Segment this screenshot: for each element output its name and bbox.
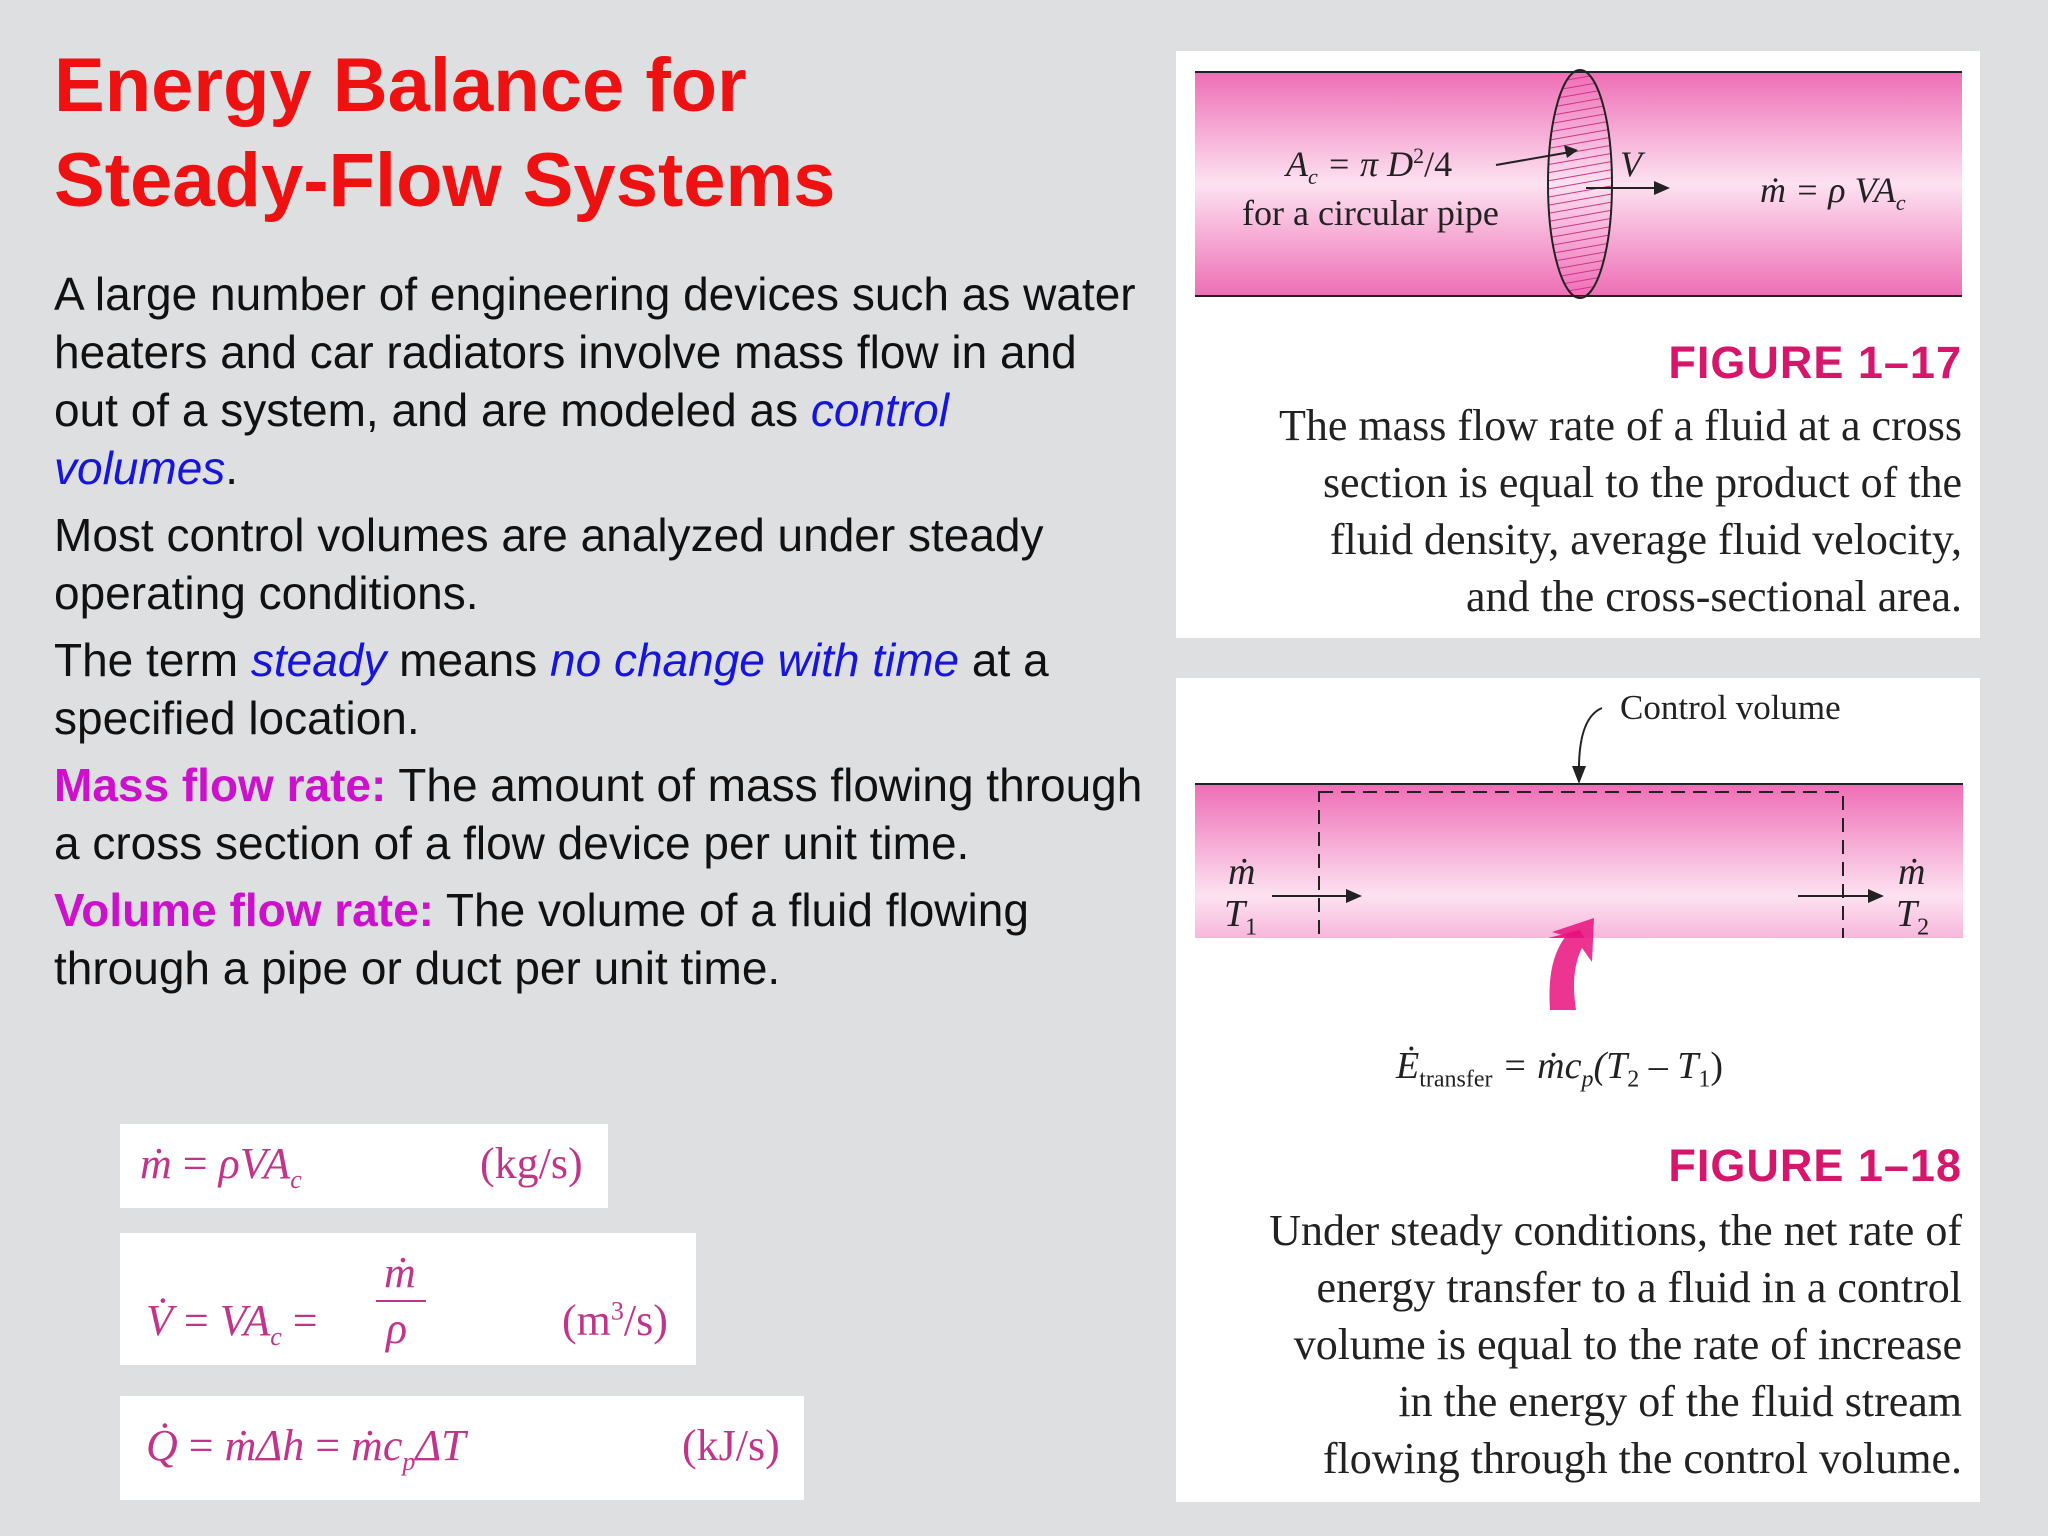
title-line-2: Steady-Flow Systems xyxy=(54,138,836,223)
term-control-volumes: control volumes xyxy=(54,384,949,494)
p3-a: The term xyxy=(54,634,251,686)
energy-transfer-formula xyxy=(1396,1044,1723,1094)
mass-flow-rate-label: Mass flow rate: xyxy=(54,759,387,811)
volume-flow-rate-text: The volume of a fluid flowing through a pipe or duct per unit time. xyxy=(54,884,1029,994)
paragraph-steady-definition xyxy=(54,631,1144,747)
outlet-t: T xyxy=(1896,893,1918,935)
mdot-sub: c xyxy=(1895,190,1906,216)
caption-18-line-4: in the energy of the fluid stream xyxy=(1398,1377,1962,1426)
e-sub-transfer: transfer xyxy=(1419,1066,1493,1093)
area-pi-d: = π D xyxy=(1317,144,1414,184)
equation-volume-flow xyxy=(120,1233,696,1365)
eq-frac-denominator: ρ xyxy=(386,1304,408,1353)
figure-1-18-label: FIGURE 1–18 xyxy=(1668,1140,1962,1191)
area-formula xyxy=(1286,143,1452,190)
eq-mdh: ṁΔh xyxy=(224,1421,305,1470)
eq-unit-kjs: (kJ/s) xyxy=(682,1421,780,1470)
eq-vdot: V̇ xyxy=(146,1296,173,1345)
area-a: A xyxy=(1286,144,1308,184)
eq-unit-kgs: (kg/s) xyxy=(480,1139,583,1188)
fraction-bar xyxy=(376,1300,426,1302)
equation-mass-flow xyxy=(120,1124,608,1208)
mass-flow-rate-text: The amount of mass flowing through a cross section of a flow device per unit time. xyxy=(54,759,1143,869)
area-sup: 2 xyxy=(1413,143,1425,168)
figure-1-17-label: FIGURE 1–17 xyxy=(1668,337,1962,388)
volume-flow-rate-label: Volume flow rate: xyxy=(54,884,434,936)
inlet-t-sub: 1 xyxy=(1245,914,1258,941)
eq-equals-2: = xyxy=(292,1296,318,1345)
title-line-1: Energy Balance for xyxy=(54,43,747,128)
paragraph-volume-flow-rate xyxy=(54,881,1144,997)
eq-va-sub: c xyxy=(270,1321,282,1351)
figure-1-18-panel xyxy=(1176,678,1980,1502)
e-sub-1: 1 xyxy=(1698,1066,1711,1093)
caption-17-line-4: and the cross-sectional area. xyxy=(1466,572,1962,621)
eq-mdot: ṁ xyxy=(140,1139,172,1188)
caption-17-line-3: fluid density, average fluid velocity, xyxy=(1329,515,1962,564)
eq-equals-q2: = xyxy=(315,1421,341,1470)
eq-mc: ṁc xyxy=(351,1421,403,1470)
eq-unit-s: /s) xyxy=(623,1296,668,1345)
cross-section-ellipse xyxy=(1548,70,1612,298)
inlet-mdot: ṁ xyxy=(1228,851,1256,893)
p1-text: A large number of engineering devices such as water heaters and car radiators involve mass flow in and out of a system, and are modeled as xyxy=(54,268,1136,436)
inlet-t: T xyxy=(1224,893,1246,935)
outlet-t-sub: 2 xyxy=(1917,914,1930,941)
control-volume-label: Control volume xyxy=(1620,688,1841,727)
eq-frac-numerator: ṁ xyxy=(384,1248,416,1297)
area-div4: /4 xyxy=(1424,144,1453,184)
velocity-label: V xyxy=(1620,144,1642,184)
eq-va: VA xyxy=(219,1296,271,1345)
p1-end: . xyxy=(225,442,239,494)
e-sub-p: p xyxy=(1581,1066,1594,1093)
slide-title xyxy=(54,38,1134,228)
p3-c: at a specified location. xyxy=(54,634,1049,744)
body-text xyxy=(54,265,1144,1006)
caption-18-line-2: energy transfer to a fluid in a control xyxy=(1316,1263,1962,1312)
eq-mc-sub: p xyxy=(402,1446,416,1476)
figure-1-18-caption xyxy=(1269,1202,1962,1487)
term-no-change-with-time: no change with time xyxy=(550,634,960,686)
figure-1-17-caption xyxy=(1279,397,1962,625)
outlet-temperature xyxy=(1896,892,1929,942)
eq-unit-sup: 3 xyxy=(610,1296,624,1326)
e-mc: = ṁc xyxy=(1492,1045,1582,1087)
figure-1-17-panel xyxy=(1176,51,1980,638)
caption-18-line-3: volume is equal to the rate of increase xyxy=(1293,1320,1962,1369)
e-t2-open: (T xyxy=(1593,1045,1628,1087)
paragraph-devices xyxy=(54,265,1144,497)
outlet-mdot: ṁ xyxy=(1898,851,1926,893)
eq-qdot: Q̇ xyxy=(146,1421,178,1470)
term-steady: steady xyxy=(250,634,387,686)
eq-equals-1: = xyxy=(183,1296,209,1345)
paragraph-steady-conditions xyxy=(54,506,1144,622)
e-close: ) xyxy=(1710,1045,1724,1087)
eq-rho-v-a: ρVA xyxy=(218,1139,291,1188)
e-minus-t1: – T xyxy=(1639,1045,1699,1087)
caption-17-line-1: The mass flow rate of a fluid at a cross xyxy=(1279,401,1962,450)
equation-heat-transfer xyxy=(120,1396,804,1500)
heat-transfer-arrow-cap xyxy=(1176,678,1980,1078)
paragraph-mass-flow-rate xyxy=(54,756,1144,872)
caption-18-line-5: flowing through the control volume. xyxy=(1322,1434,1962,1483)
e-dot: Ė xyxy=(1396,1045,1420,1087)
eq-delta-t: ΔT xyxy=(415,1421,466,1470)
inlet-temperature xyxy=(1224,892,1257,942)
p2-text: Most control volumes are analyzed under steady operating conditions. xyxy=(54,509,1044,619)
eq-unit-m: (m xyxy=(562,1296,611,1345)
e-sub-2: 2 xyxy=(1627,1066,1640,1093)
area-sub: c xyxy=(1308,164,1318,190)
mdot-rva: ṁ = ρ VA xyxy=(1760,170,1896,210)
p3-b: means xyxy=(386,634,550,686)
eq-equals-q1: = xyxy=(188,1421,214,1470)
eq-sub-c: c xyxy=(290,1164,302,1194)
area-note: for a circular pipe xyxy=(1242,193,1499,233)
caption-17-line-2: section is equal to the product of the xyxy=(1322,458,1962,507)
eq-equals: = xyxy=(182,1139,208,1188)
caption-18-line-1: Under steady conditions, the net rate of xyxy=(1269,1206,1962,1255)
mdot-formula xyxy=(1760,169,1906,216)
